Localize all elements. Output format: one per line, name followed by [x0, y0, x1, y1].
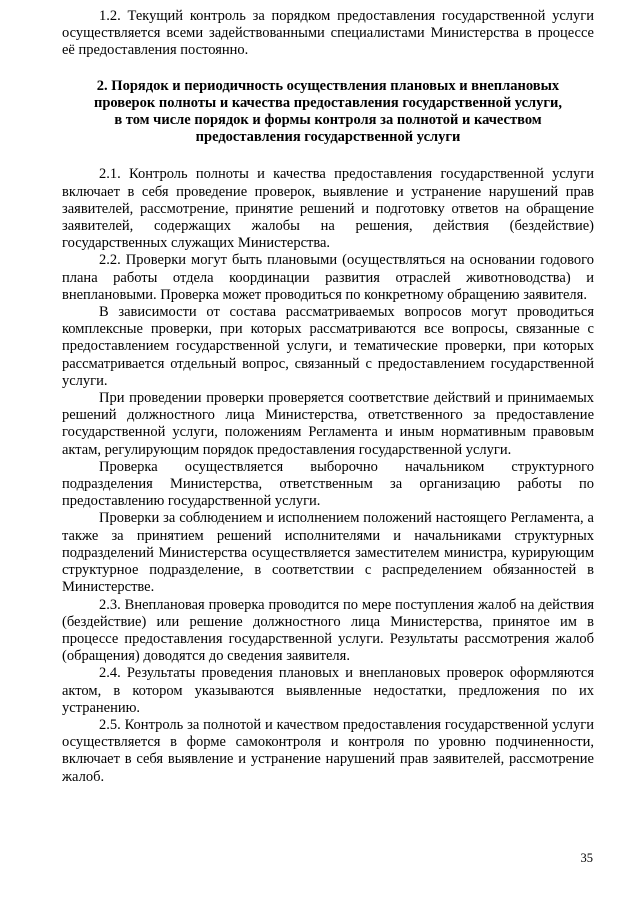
paragraph-2-1: 2.1. Контроль полноты и качества предоставления государственной услуги включает в себя проведение проверок, выявление и устранение нарушений прав заявителей, рассмотрение, принятие решений и подготовку ответов на обращение заявителей, содержащих жалобы на решения, действия (бездействие) государственных служащих Министерства.	[62, 166, 594, 252]
paragraph-2-2: 2.2. Проверки могут быть плановыми (осуществляться на основании годового плана работы отдела координации развития отраслей животноводства) и внеплановыми. Проверка может проводиться по конкретному обращению заявителя.	[62, 252, 594, 303]
section-heading-line-2: проверок полноты и качества предоставления государственной услуги,	[93, 94, 562, 111]
paragraph-2-4: 2.4. Результаты проведения плановых и внеплановых проверок оформляются актом, в котором указываются выявленные недостатки, предложения по их устранению.	[62, 665, 594, 716]
section-heading-line-1: 2. Порядок и периодичность осуществления плановых и внеплановых	[96, 77, 560, 94]
paragraph-2-3: 2.3. Внеплановая проверка проводится по мере поступления жалоб на действия (бездействие) или решение должностного лица Министерства, принятое им в процессе предоставления государственной услуги. Результаты рассмотрения жалоб (обращения) доводятся до сведения заявителя.	[62, 596, 594, 665]
paragraph-regulation-checks: Проверки за соблюдением и исполнением положений настоящего Регламента, а также за принятием решений исполнителями и начальниками структурных подразделений Министерства осуществляется заместителем министра, курирующим структурное подразделение, в соответствии с распределением обязанностей в Министерстве.	[62, 510, 594, 596]
paragraph-comprehensive-checks: В зависимости от состава рассматриваемых вопросов могут проводиться комплексные проверки, при которых рассматриваются все вопросы, связанные с предоставлением государственной услуги, и тематические проверки, при которых рассматривается отдельный вопрос, связанный с предоставлением государственной услуги.	[62, 304, 594, 389]
section-heading-line-4: предоставления государственной услуги	[195, 129, 461, 146]
paragraph-selective-check: Проверка осуществляется выборочно начальником структурного подразделения Министерства, ответственным за организацию работы по предоставлению государственной услуги.	[62, 458, 594, 510]
paragraph-1-2: 1.2. Текущий контроль за порядком предоставления государственной услуги осуществляется всеми задействованными специалистами Министерства в процессе её предоставления постоянно.	[62, 8, 594, 59]
document-page	[62, 8, 594, 786]
paragraph-2-5: 2.5. Контроль за полнотой и качеством предоставления государственной услуги осуществляется в форме самоконтроля и контроля по уровню подчиненности, включает в себя выявление и устранение нарушений прав заявителей, рассмотрение жалоб.	[62, 716, 594, 785]
section-heading-line-3: в том числе порядок и формы контроля за полнотой и качеством	[114, 112, 542, 129]
section-heading	[62, 78, 594, 147]
page-number: 35	[580, 851, 593, 865]
paragraph-check-compliance: При проведении проверки проверяется соответствие действий и принимаемых решений должностного лица Министерства, ответственного за предоставление государственной услуги, положениям Регламента и иным нормативным правовым актам, регулирующим порядок предоставления государственной услуги.	[62, 390, 594, 458]
